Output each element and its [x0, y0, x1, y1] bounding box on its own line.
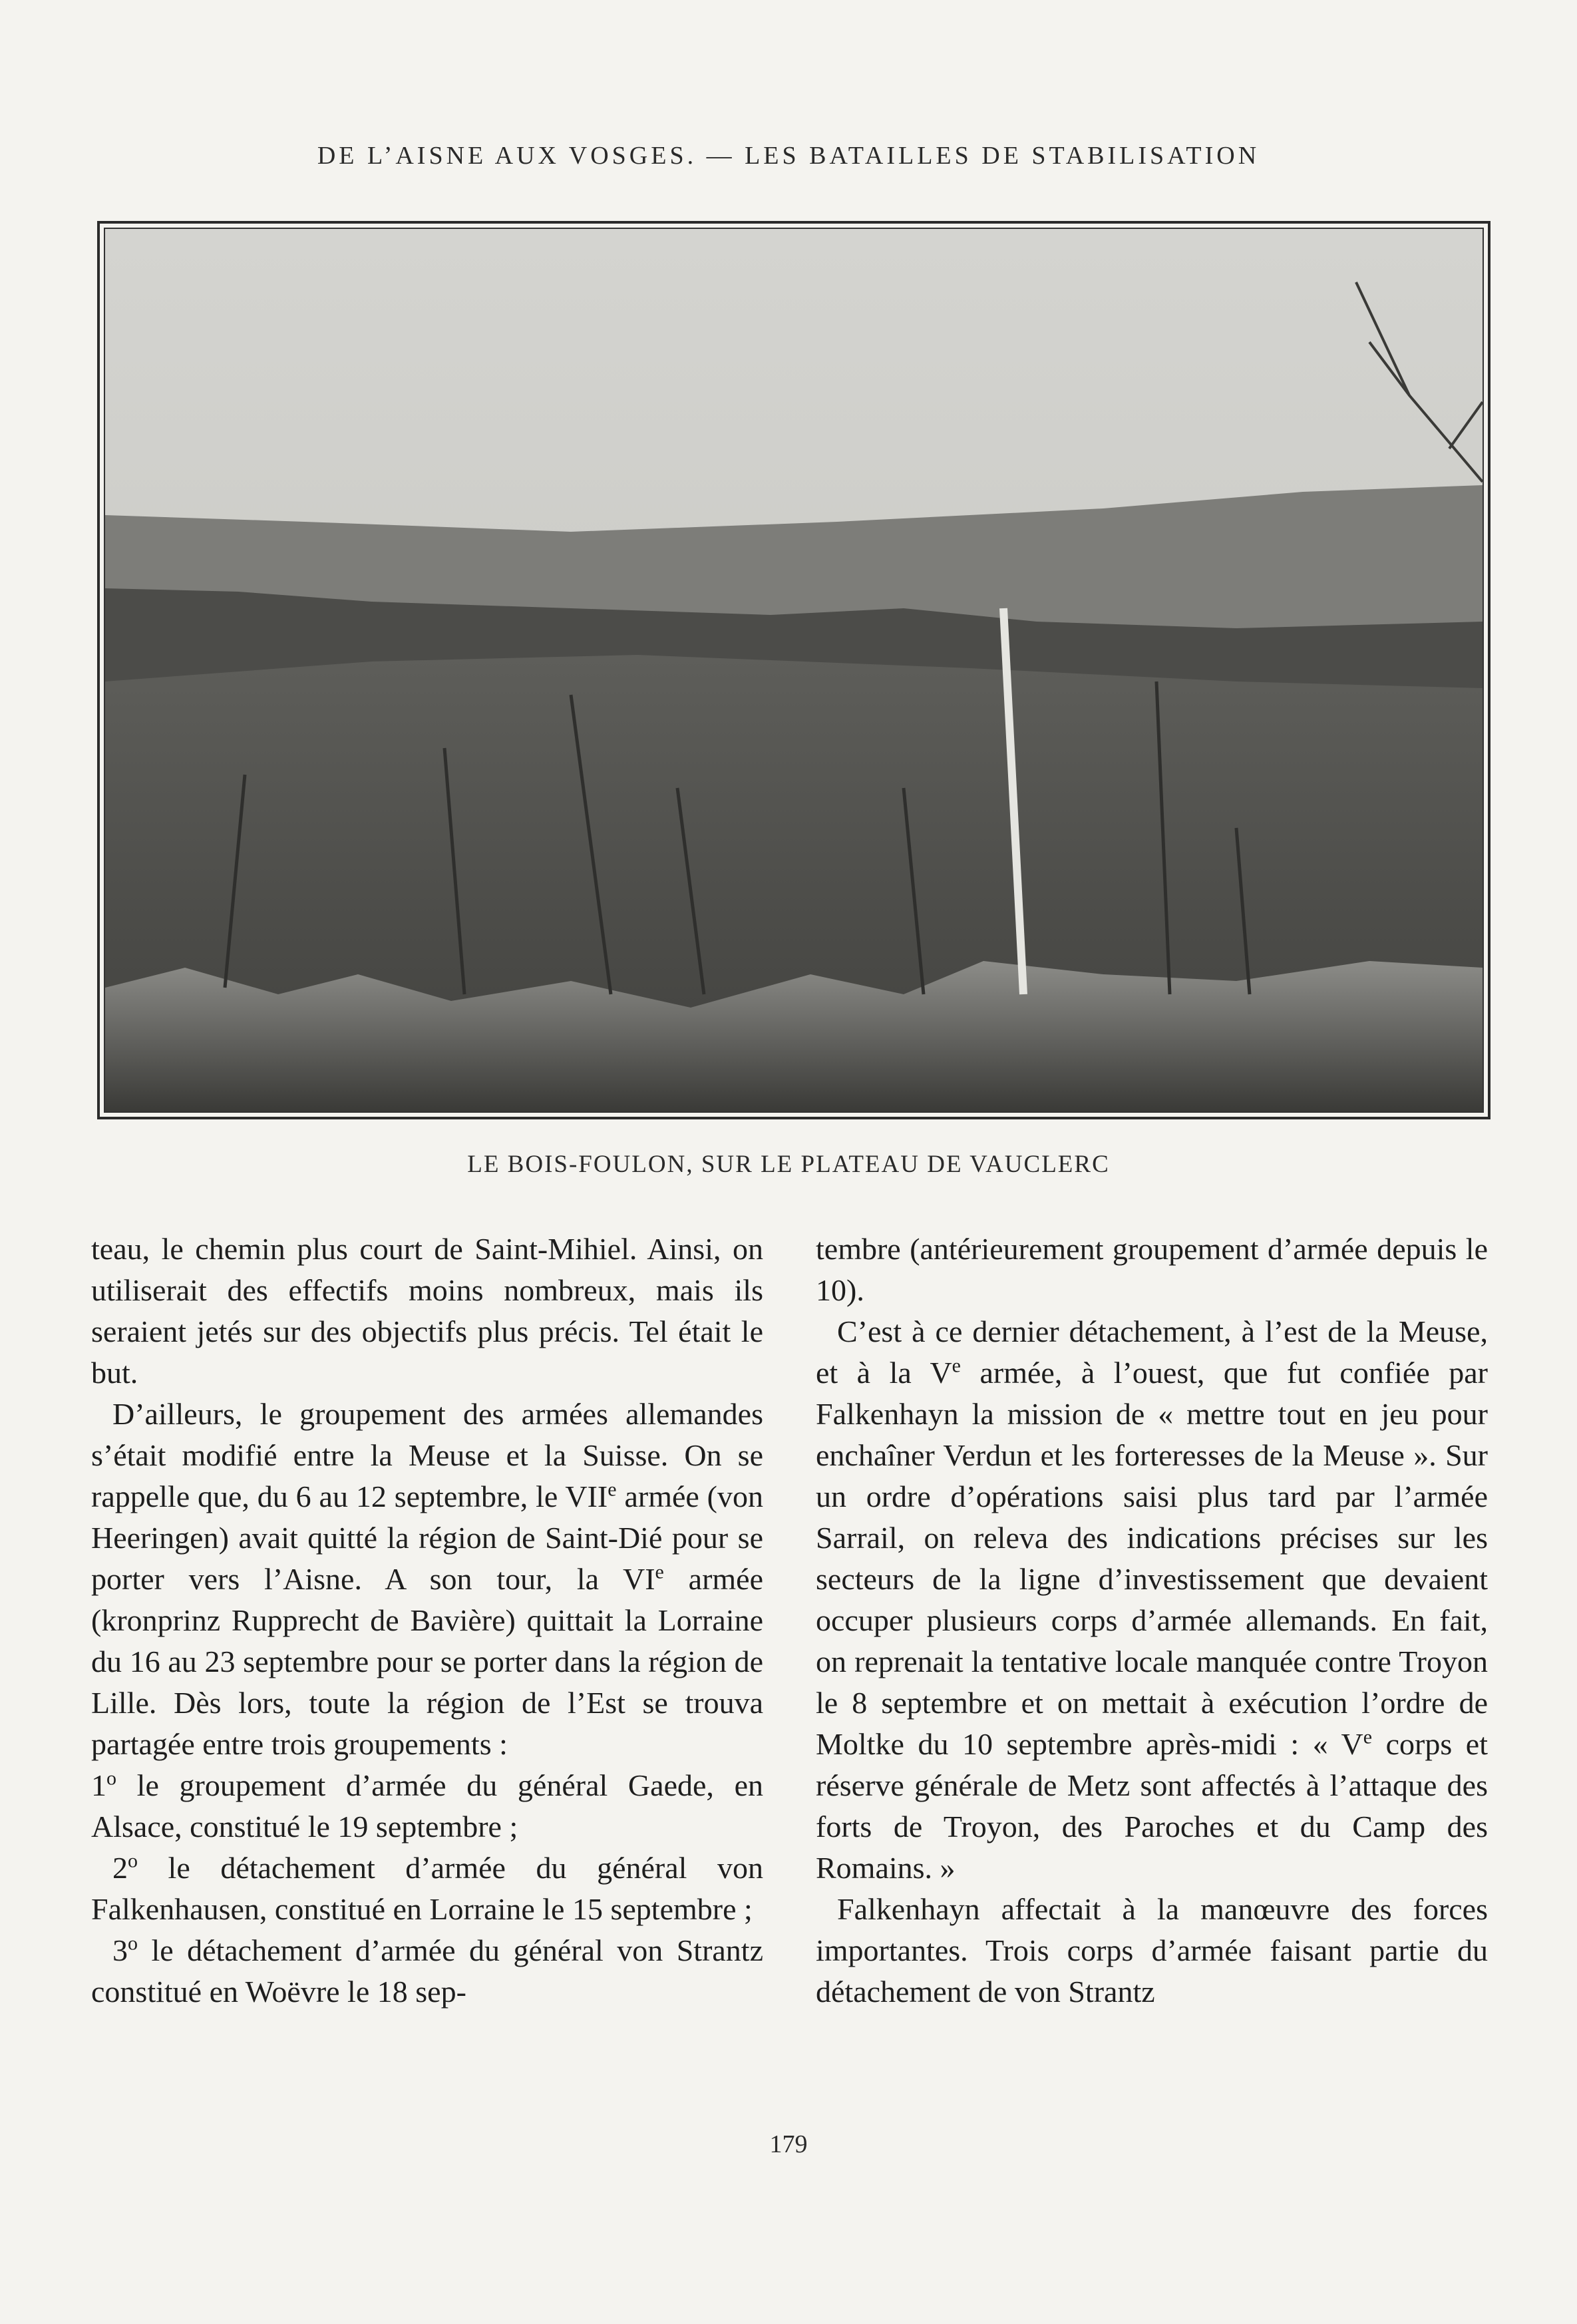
paragraph: C’est à ce dernier détachement, à l’est de la Meuse, et à la Ve armée, à l’ouest, que fut confiée par Falkenhayn la mission de « mettre tout en jeu pour enchaîner Verdun et les forteresses de la Meuse ». Sur un ordre d’opérations saisi plus tard par l’armée Sarrail, on releva des indications précises sur les secteurs de la ligne d’investissement que devaient occuper plusieurs corps d’armée allemands. En fait, on reprenait la tentative locale manquée contre Troyon le 8 septembre et on mettait à exécution l’ordre de Moltke du 10 septembre après-midi : « Ve corps et réserve générale de Metz sont affectés à l’attaque des forts de Troyon, des Paroches et du Camp des Romains. » — [816, 1314, 1488, 1885]
right-column — [816, 1229, 1488, 2013]
figure-caption: LE BOIS-FOULON, SUR LE PLATEAU DE VAUCLERC — [467, 1151, 1110, 1178]
paragraph: tembre (antérieurement groupement d’armée depuis le 10). — [816, 1232, 1488, 1307]
photograph-frame — [97, 221, 1490, 1119]
left-column — [91, 1229, 763, 2013]
list-item: 2$^o$ le détachement d’armée du général von Falkenhausen, constitué en Lorraine le 15 septembre ; — [91, 1849, 763, 1926]
page-number: 179 — [769, 2130, 808, 2158]
paragraph: Falkenhayn affectait à la manœuvre des forces importantes. Trois corps d’armée faisant partie du détachement de von Strantz — [816, 1892, 1488, 2009]
paragraph: teau, le chemin plus court de Saint-Mihiel. Ainsi, on utiliserait des effectifs moins nombreux, mais ils seraient jetés sur des objectifs plus précis. Tel était le but. — [91, 1232, 763, 1390]
paragraph: D’ailleurs, le groupement des armées allemandes s’était modifié entre la Meuse et la Suisse. On se rappelle que, du 6 au 12 septembre, le VIIe armée (von Heeringen) avait quitté la région de Saint-Dié pour se porter vers l’Aisne. A son tour, la VIe armée (kronprinz Rupprecht de Bavière) quittait la Lorraine du 16 au 23 septembre pour se porter dans la région de Lille. Dès lors, toute la région de l’Est se trouva partagée entre trois groupements : — [91, 1397, 764, 1761]
list-item: 3$^o$ le détachement d’armée du général von Strantz constitué en Woëvre le 18 sep- — [91, 1932, 763, 2009]
running-header: DE L’AISNE AUX VOSGES. — LES BATAILLES DE STABILISATION — [317, 142, 1260, 170]
list-item: 1$^o$ le groupement d’armée du général Gaede, en Alsace, constitué le 19 septembre ; — [91, 1767, 763, 1843]
landscape-photograph — [104, 228, 1484, 1113]
